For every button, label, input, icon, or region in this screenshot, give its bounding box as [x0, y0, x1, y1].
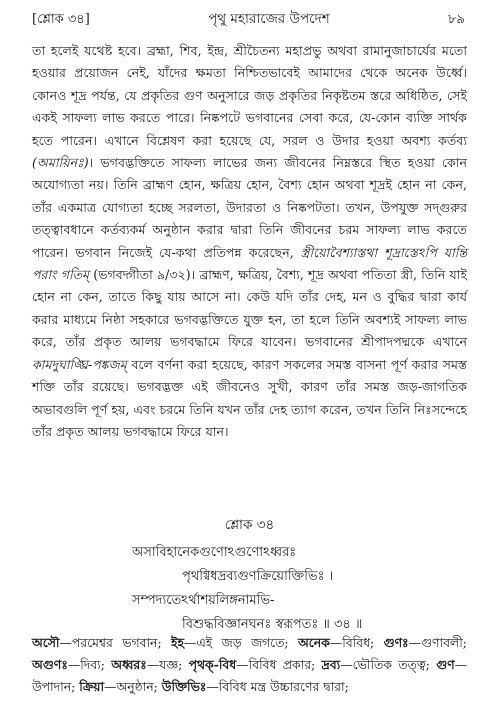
gloss-word: পৃথক্-বিধ — [188, 657, 237, 672]
verse-line: অসাবিহানেকগুণোঽগুণোঽধ্বরঃ — [132, 545, 297, 560]
chapter-title: পৃথু মহারাজের উপদেশ — [208, 11, 330, 27]
text-segment: । ভগবদ্ভক্তিতে সাফল্য লাভের জন্য জীবনের নিম্নস্তরে স্থিত হওয়া কোন অযোগ্যতা নয়। তিনি ব্রাহ্মণ হোন, ক্ষত্রিয় হোন, বৈশ্য হোন অথবা শূদ্রই হোন না কেন, তাঁর একমাত্র যোগ্যতা হচ্ছে সরলতা, উদারতা ও নিষ্কপটতা। তখন, উপযুক্ত সদ্গুরুর তত্ত্বাবধানে কর্তব্যকর্ম অনুষ্ঠান করার দ্বারা তিনি জীবনের চরম সাফল্য লাভ করতে পারেন। ভগবান নিজেই যে-কথা প্রতিপন্ন করেছেন, — [32, 155, 467, 260]
purport-text — [32, 40, 467, 443]
verse-line: পৃথগ্বিধদ্রব্যগুণক্রিয়োক্তিভিঃ । — [182, 569, 334, 584]
gloss-word: অনেক — [298, 635, 330, 650]
gloss-meaning: —যজ্ঞ; — [146, 657, 189, 672]
gloss-word: গুণ — [436, 657, 455, 672]
running-header — [32, 8, 465, 30]
gloss-word: উক্তিভিঃ — [161, 679, 207, 694]
gloss-meaning: —বিবিধ প্রকার; — [236, 657, 322, 672]
gloss-meaning: —পরমেশ্বর ভগবান; — [59, 635, 172, 650]
gloss-word: অগুণঃ — [32, 657, 68, 672]
gloss-meaning: —অনুষ্ঠান; — [104, 679, 162, 694]
gloss-word: অধ্বরঃ — [111, 657, 147, 672]
gita-quote: স্ত্রীয়োবৈশ্যাস্তথা শূদ্রাস্তেঽপি যান্তি পরাং গতিম্ — [32, 244, 467, 283]
gloss-word: গুণঃ — [383, 635, 409, 650]
text-segment: তা হলেই যথেষ্ট হবে। ব্রহ্মা, শিব, ইন্দ্র, শ্রীচৈতন্য মহাপ্রভু অথবা রামানুজাচার্যের মতো হওয়ার প্রয়োজন নেই, যাঁদের ক্ষমতা নিশ্চিতভাবেই আমাদের থেকে অনেক উর্ধ্বে। কোনও শূদ্র পর্যন্ত, যে প্রকৃতির গুণ অনুসারে জড় প্রকৃতির নিকৃষ্টতম স্তরে অধিষ্ঠিত, সেই একই সাফল্য লাভ করতে পারে। নিষ্কপটে ভগবানের সেবা করে, যে-কোন ব্যক্তি সার্থক হতে পারেন। এখানে বিশ্লেষণ করা হয়েছে যে, সরল ও উদার হওয়া অবশ্য কর্তব্য — [32, 43, 467, 148]
gloss-meaning: —বিবিধ; — [329, 635, 384, 650]
text-segment: বলে বর্ণনা করা হয়েছে, কারণ সকলের সমস্ত বাসনা পূর্ণ করার সমস্ত শক্তি তাঁর রয়েছে। ভগবদ্ভক্ত এই জীবনেও সুখী, কারণ তাঁর সমস্ত জড়-জাগতিক অভাবগুলি পূর্ণ হয়, এবং চরমে তিনি যখন তাঁর দেহ ত্যাগ করেন, তখন তিনি নিঃসন্দেহে তাঁর প্রকৃত আলয় ভগবদ্ধামে ফিরে যান। — [32, 356, 467, 439]
gloss-word: ইহ — [171, 635, 184, 650]
gloss-meaning: —এই জড় জগতে; — [183, 635, 299, 650]
verse-reference: [শ্লোক ৩৪] — [32, 12, 90, 27]
page-number: ৮৯ — [448, 12, 465, 27]
gloss-meaning: —উপাদান; — [32, 657, 467, 694]
text-segment: (ভগবদ্গীতা ৯/৩২)। ব্রাহ্মণ, ক্ষত্রিয়, বৈশ্য, শূদ্র অথবা পতিতা স্ত্রী, তিনি যাই হোন না কেন, তাতে কিছু যায় আসে না। কেউ যদি তাঁর দেহ, মন ও বুদ্ধির দ্বারা কার্য করার মাধ্যমে নিষ্ঠা সহকারে ভগবদ্ভক্তিতে যুক্ত হন, তা হলে তিনি অবশ্যই সাফল্য লাভ করে, তাঁর প্রকৃত আলয় ভগবদ্ধামে ফিরে যাবেন। ভগবানের শ্রীপাদপদ্মকে এখানে — [32, 267, 467, 350]
purport-paragraph — [32, 40, 467, 443]
verse-line: সম্পদ্যতেঽর্থাশয়লিঙ্গনামভি- — [132, 593, 275, 608]
gloss-meaning: —গুণাবলী; — [408, 635, 467, 650]
sanskrit-term: (অমায়িনঃ) — [32, 155, 89, 171]
gloss-word: অসৌ — [32, 635, 60, 650]
verse-title: শ্লোক ৩৪ — [224, 517, 275, 533]
verse-block — [32, 514, 467, 637]
gloss-word: ক্রিয়া — [79, 679, 105, 694]
gloss-meaning: —ভৌতিক তত্ত্ব; — [340, 657, 437, 672]
gloss-word: দ্রব্য — [321, 657, 341, 672]
sanskrit-term: কামদুঘাঙ্ঘ্রি-পঙ্কজম্ — [32, 356, 127, 372]
gloss-meaning: —বিবিধ মন্ত্র উচ্চারণের দ্বারা; — [206, 679, 349, 694]
gloss-meaning: —দিব্য; — [67, 657, 112, 672]
verse-line: বিশুদ্ধবিজ্ঞানঘনঃ স্বরূপতঃ ॥ ৩৪ ॥ — [182, 617, 363, 632]
word-for-word-gloss — [32, 632, 467, 698]
